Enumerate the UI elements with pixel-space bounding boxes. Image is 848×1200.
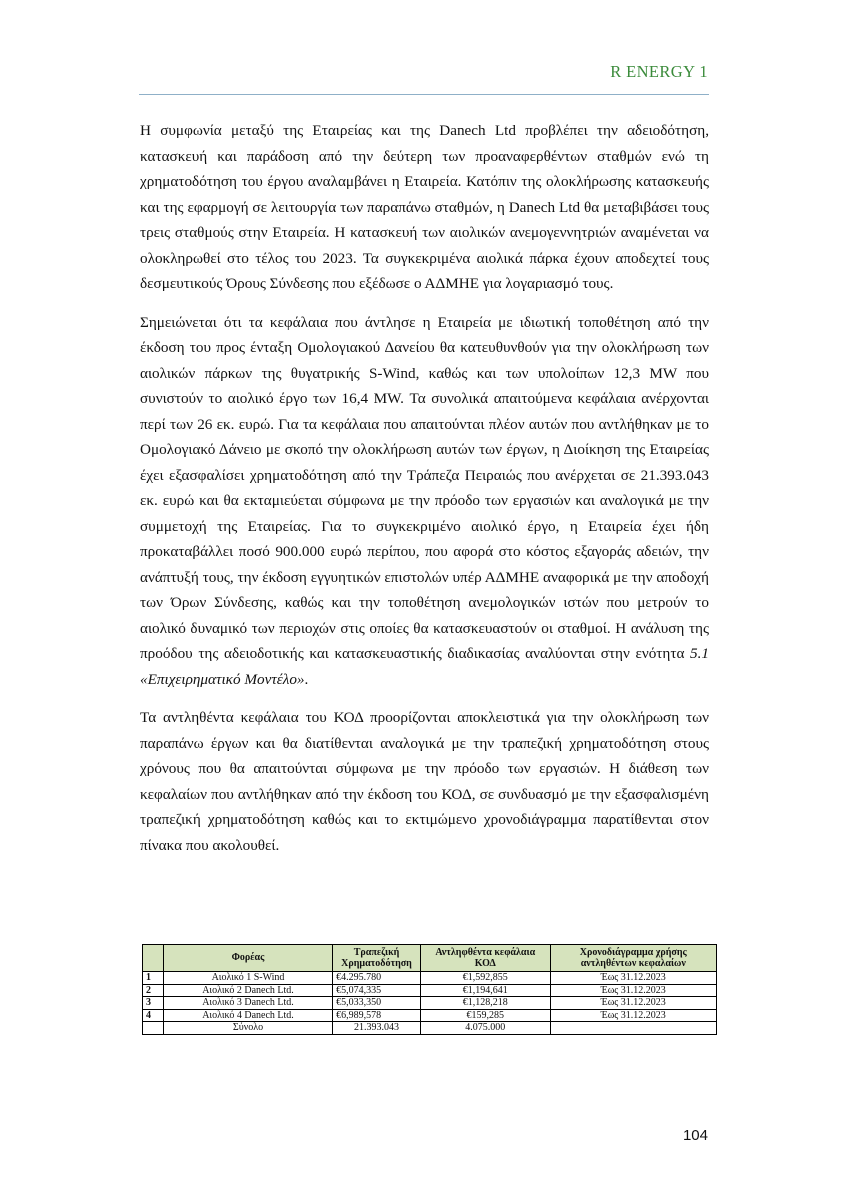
row-carrier: Αιολικό 2 Danech Ltd. bbox=[163, 984, 332, 997]
total-raised-funds: 4.075.000 bbox=[420, 1022, 550, 1035]
table-row bbox=[143, 984, 717, 997]
paragraph-kod-usage: Τα αντληθέντα κεφάλαια του ΚΟΔ προορίζονται αποκλειστικά για την ολοκλήρωση των παραπάνω έργων και θα διατίθενται αναλογικά με την τραπεζική χρηματοδότηση στους χρόνους που θα απαιτούνται σύμφωνα με την πρόοδο των εργασιών. Η διάθεση των κεφαλαίων που αντλήθηκαν από την έκδοση του ΚΟΔ, σε συνδυασμό με την εξασφαλισμένη τραπεζική χρηματοδότηση καθώς και το εκτιμώμενο χρονοδιάγραμμα παρατίθενται στον πίνακα που ακολουθεί. bbox=[140, 709, 709, 854]
row-raised-funds: €1,128,218 bbox=[420, 997, 550, 1010]
paragraph-funds-allocation-end: . bbox=[304, 670, 309, 688]
row-raised-funds: €1,194,641 bbox=[420, 984, 550, 997]
row-number: 1 bbox=[143, 972, 164, 985]
paragraph-funds-allocation bbox=[140, 310, 709, 693]
table-total-row bbox=[143, 1022, 717, 1035]
funds-table bbox=[142, 944, 717, 1035]
paragraph-danech-agreement: Η συμφωνία μεταξύ της Εταιρείας και της Danech Ltd προβλέπει την αδειοδότηση, κατασκευή και παράδοση από την δεύτερη των προαναφερθέντων σταθμών ενώ τη χρηματοδότηση του έργου αναλαμβάνει η Εταιρεία. Κατόπιν της ολοκλήρωσης κατασκευής και της εφαρμογή σε λειτουργία των παραπάνω σταθμών, η Danech Ltd θα μεταβιβάσει τους τρεις σταθμούς στην Εταιρεία. Η κατασκευή των αιολικών ανεμογεννητριών αναμένεται να ολοκληρωθεί στο τέλος του 2023. Τα συγκεκριμένα αιολικά πάρκα έχουν αποδεχτεί τους δεσμευτικούς Όρους Σύνδεσης που εξέδωσε ο ΑΔΜΗΕ για λογαριασμό τους. bbox=[140, 122, 709, 292]
row-schedule: Έως 31.12.2023 bbox=[550, 1009, 716, 1022]
header-number bbox=[143, 945, 164, 972]
row-raised-funds: €1,592,855 bbox=[420, 972, 550, 985]
header-bank-financing: Τραπεζική Χρηματοδότηση bbox=[333, 945, 421, 972]
header-carrier: Φορέας bbox=[163, 945, 332, 972]
total-schedule bbox=[550, 1022, 716, 1035]
row-carrier: Αιολικό 3 Danech Ltd. bbox=[163, 997, 332, 1010]
row-schedule: Έως 31.12.2023 bbox=[550, 972, 716, 985]
header-raised-funds: Αντληφθέντα κεφάλαια ΚΟΔ bbox=[420, 945, 550, 972]
paragraph-funds-allocation-text: Σημειώνεται ότι τα κεφάλαια που άντλησε η Εταιρεία με ιδιωτική τοποθέτηση από την έκδοση του προς ένταξη Ομολογιακού Δανείου θα κατευθυνθούν για την ολοκλήρωση των αιολικών πάρκων της θυγατρικής S-Wind, καθώς και των υπολοίπων 12,3 MW που συνιστούν το αιολικό έργο των 16,4 MW. Τα συνολικά απαιτούμενα κεφάλαια ανέρχονται περί των 26 εκ. ευρώ. Για τα κεφάλαια που απαιτούνται πλέον αυτών που αντλήθηκαν με το Ομολογιακό Δάνειο με σκοπό την ολοκλήρωση αυτών των έργων, η Διοίκηση της Εταιρείας έχει εξασφαλίσει χρηματοδότηση από την Τράπεζα Πειραιώς που ανέρχεται σε 21.393.043 εκ. ευρώ και θα εκταμιεύεται σύμφωνα με την πρόοδο των εργασιών και αναλογικά με την συμμετοχή της Εταιρείας. Για το συγκεκριμένο αιολικό έργο, η Εταιρεία έχει ήδη προκαταβάλλει ποσό 900.000 ευρώ περίπου, που αφορά στο κόστος εξαγοράς αδειών, την ανάπτυξή τους, την έκδοση εγγυητικών επιστολών υπέρ ΑΔΜΗΕ αναφορικά με την αποδοχή των Όρων Σύνδεσης, καθώς και την τοποθέτηση ανεμολογικών ιστών που μετρούν το αιολικό δυναμικό των περιοχών στις οποίες θα κατασκευαστούν οι σταθμοί. Η ανάλυση της προόδου της αδειοδοτικής και κατασκευαστικής διαδικασίας αναλύονται στην ενότητα bbox=[140, 313, 709, 662]
total-bank-financing: 21.393.043 bbox=[333, 1022, 421, 1035]
row-bank-financing: €5,033,350 bbox=[333, 997, 421, 1010]
row-carrier: Αιολικό 1 S-Wind bbox=[163, 972, 332, 985]
running-header-title: R ENERGY 1 bbox=[610, 62, 708, 81]
table-row bbox=[143, 972, 717, 985]
row-number: 4 bbox=[143, 1009, 164, 1022]
row-schedule: Έως 31.12.2023 bbox=[550, 984, 716, 997]
header-schedule: Χρονοδιάγραμμα χρήσης αντληθέντων κεφαλαίων bbox=[550, 945, 716, 972]
table-header-row bbox=[143, 945, 717, 972]
row-number: 2 bbox=[143, 984, 164, 997]
body-text bbox=[140, 118, 709, 871]
row-schedule: Έως 31.12.2023 bbox=[550, 997, 716, 1010]
row-number: 3 bbox=[143, 997, 164, 1010]
total-number bbox=[143, 1022, 164, 1035]
row-bank-financing: €5,074,335 bbox=[333, 984, 421, 997]
row-raised-funds: €159,285 bbox=[420, 1009, 550, 1022]
table-row bbox=[143, 997, 717, 1010]
row-carrier: Αιολικό 4 Danech Ltd. bbox=[163, 1009, 332, 1022]
row-bank-financing: €4.295.780 bbox=[333, 972, 421, 985]
section-reference: 5.1 «Επιχειρηματικό Μοντέλο» bbox=[140, 645, 709, 688]
row-bank-financing: €6,989,578 bbox=[333, 1009, 421, 1022]
page-number: 104 bbox=[682, 1127, 708, 1144]
total-label: Σύνολο bbox=[163, 1022, 332, 1035]
table-row bbox=[143, 1009, 717, 1022]
header-divider bbox=[139, 94, 709, 95]
